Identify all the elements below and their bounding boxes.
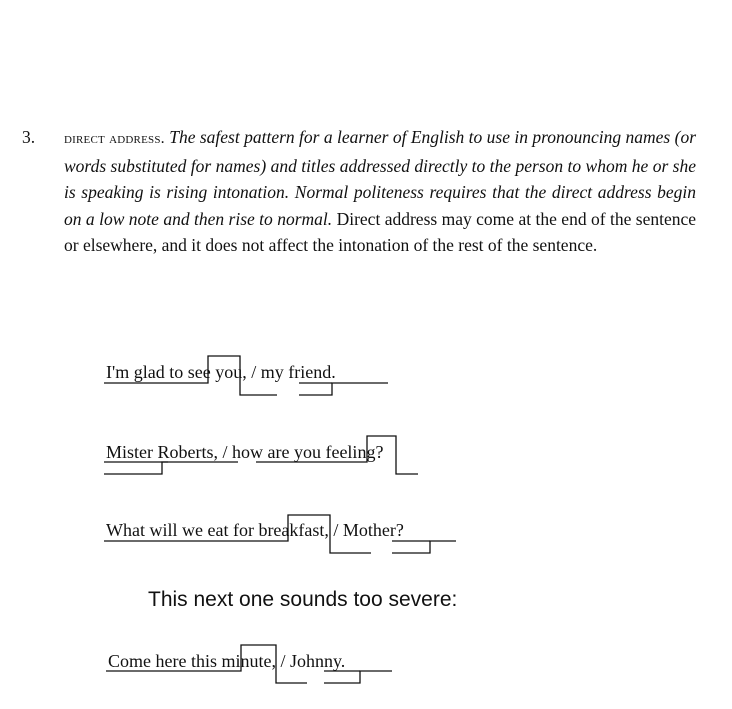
paragraph-heading: direct address.: [64, 130, 165, 147]
intonation-line: [392, 541, 456, 553]
paragraph-plain-text: Direct address may come at the end of the sentence or elsewhere, and it does not affect the intonation of the rest of the sentence.: [64, 208, 697, 255]
example-sentence: Mister Roberts, / how are you feeling?: [106, 442, 384, 462]
example-sentence: What will we eat for breakfast, / Mother?: [106, 520, 404, 540]
paragraph-number: 3.: [22, 127, 36, 147]
note-text: This next one sounds too severe:: [148, 588, 458, 611]
example-sentence: I'm glad to see you, / my friend.: [106, 362, 336, 382]
paragraph-italic-text: The safest pattern for a learner of English to use in pronouncing names (or words substituted for names) and titles addressed directly to the person to whom he or she is speaking is rising intonation. Normal politeness requires that the direct address begin on a low note and then rise to normal.: [64, 127, 697, 229]
intonation-line: [104, 462, 238, 474]
paragraph-body: [64, 124, 696, 259]
example-sentence: Come here this minute, / Johnny.: [108, 651, 346, 671]
intonation-line: [324, 671, 392, 683]
intonation-line: [299, 383, 388, 395]
